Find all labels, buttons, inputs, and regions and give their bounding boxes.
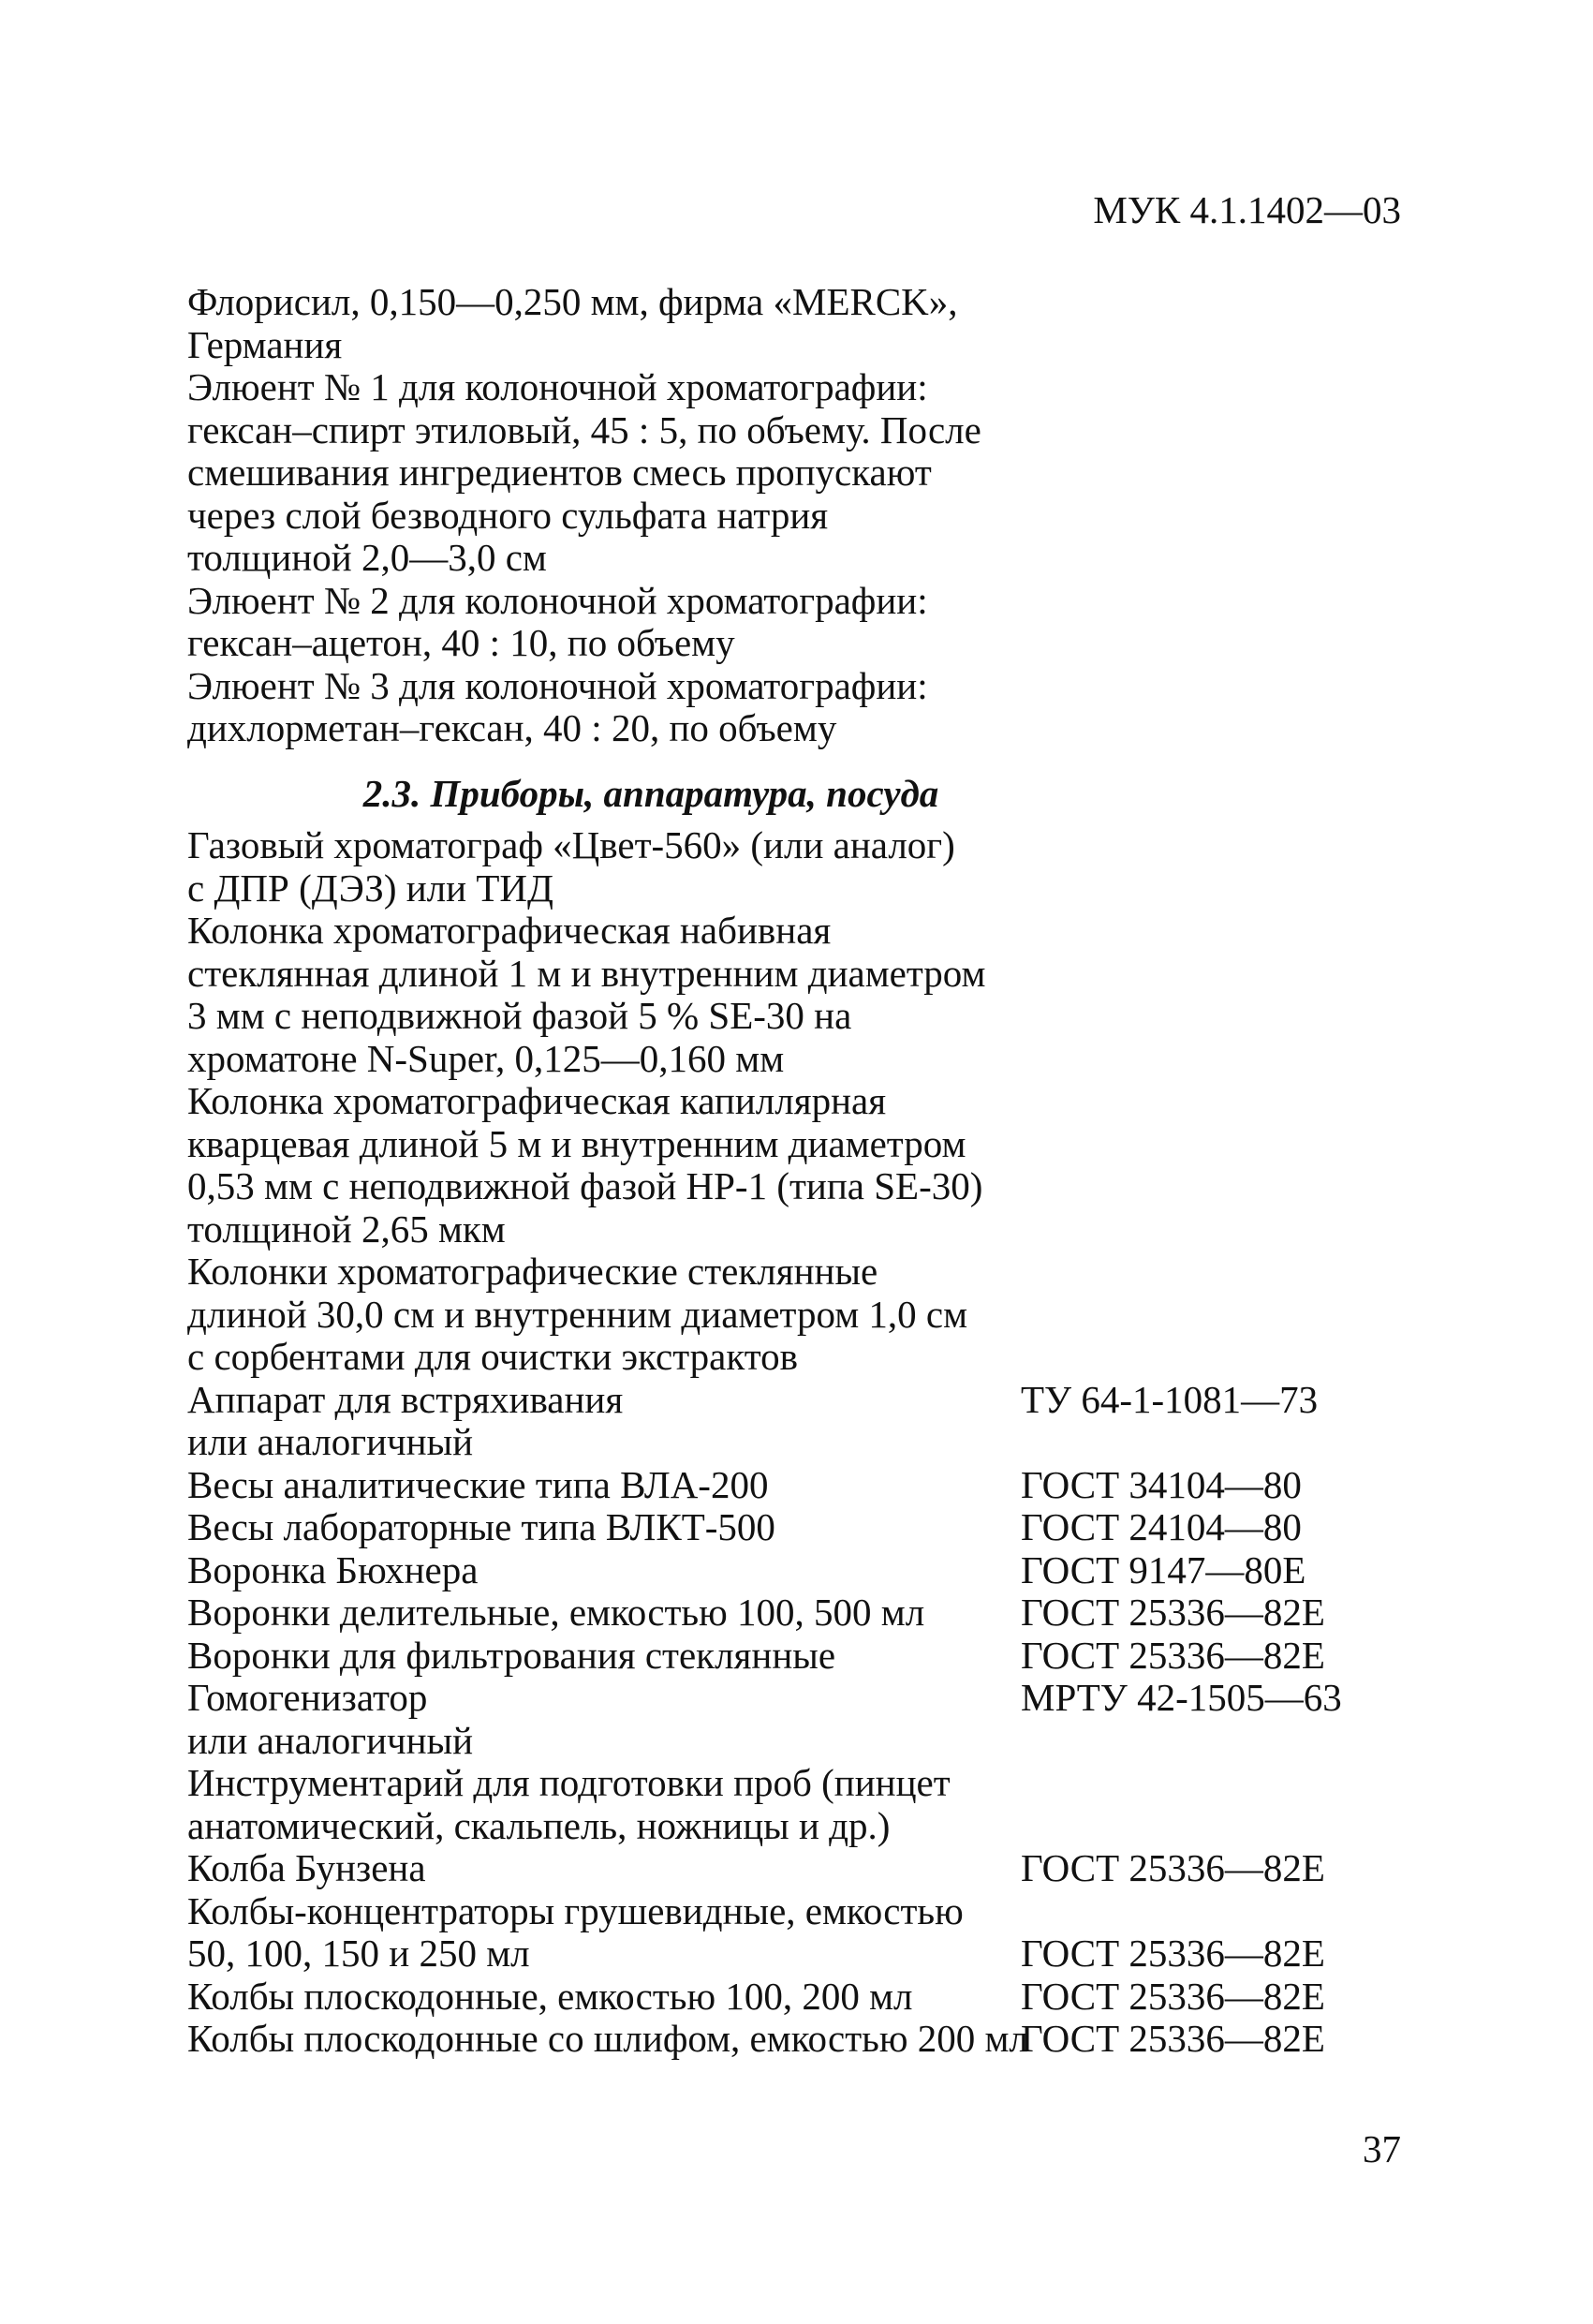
equipment-row: Гомогенизатор или аналогичный МРТУ 42-1505—63 — [187, 1676, 1342, 1762]
equipment-row: Инструментарий для подготовки проб (пинцет анатомический, скальпель, ножницы и др.) — [187, 1761, 951, 1847]
equipment-row: Воронки для фильтрования стеклянные ГОСТ 25336—82Е — [187, 1633, 1325, 1677]
section-heading: 2.3. Приборы, аппаратура, посуда — [362, 772, 939, 815]
reagent-item: Элюент № 3 для колоночной хроматографии: дихлорметан–гексан, 40 : 20, по объему — [187, 663, 928, 749]
equipment-row: Колбы плоскодонные, емкостью 100, 200 мл ГОСТ 25336—82Е — [187, 1974, 1325, 2018]
equipment-row: Колба Бунзена ГОСТ 25336—82Е — [187, 1846, 1325, 1889]
page-number: 37 — [1363, 2127, 1401, 2170]
equipment-row: Аппарат для встряхивания или аналогичный ТУ 64-1-1081—73 — [187, 1377, 1319, 1463]
equipment-row: Колонка хроматографическая капиллярная кварцевая длиной 5 м и внутренним диаметром 0,53 мм с неподвижной фазой HP-1 (типа SE-30) толщиной 2,65 мкм — [187, 1079, 983, 1251]
document-code-header: МУК 4.1.1402—03 — [1093, 188, 1401, 231]
equipment-row: Колонка хроматографическая набивная стеклянная длиной 1 м и внутренним диаметром 3 мм с неподвижной фазой 5 % SE-30 на хроматоне N-Super, 0,125—0,160 мм — [187, 909, 986, 1080]
equipment-row: Колонки хроматографические стеклянные длиной 30,0 см и внутренним диаметром 1,0 см с сорбентами для очистки экстрактов — [187, 1250, 968, 1378]
reagent-item: Флорисил, 0,150—0,250 мм, фирма «MERCK», Германия — [187, 280, 958, 366]
equipment-row: Весы лабораторные типа ВЛКТ-500 ГОСТ 24104—80 — [187, 1505, 1302, 1548]
equipment-row: Весы аналитические типа ВЛА-200 ГОСТ 34104—80 — [187, 1462, 1302, 1506]
reagents-list — [187, 281, 1030, 750]
equipment-row: Воронки делительные, емкостью 100, 500 мл ГОСТ 25336—82Е — [187, 1591, 1325, 1634]
reagent-item: Элюент № 2 для колоночной хроматографии: гексан–ацетон, 40 : 10, по объему — [187, 578, 928, 664]
equipment-row: Колбы плоскодонные со шлифом, емкостью 200 мл ГОСТ 25336—82Е — [187, 2017, 1325, 2060]
reagent-item: Элюент № 1 для колоночной хроматографии: гексан–спирт этиловый, 45 : 5, по объему. После смешивания ингредиентов смесь пропускают через слой безводного сульфата натрия толщиной 2,0—3,0 см — [187, 365, 981, 579]
equipment-row: Колбы-концентраторы грушевидные, емкостью 50, 100, 150 и 250 мл ГОСТ 25336—82Е — [187, 1888, 1325, 1975]
equipment-list — [187, 824, 1405, 2061]
equipment-row: Воронка Бюхнера ГОСТ 9147—80Е — [187, 1547, 1306, 1591]
equipment-row: Газовый хроматограф «Цвет-560» (или аналог) с ДПР (ДЭЗ) или ТИД — [187, 823, 955, 910]
